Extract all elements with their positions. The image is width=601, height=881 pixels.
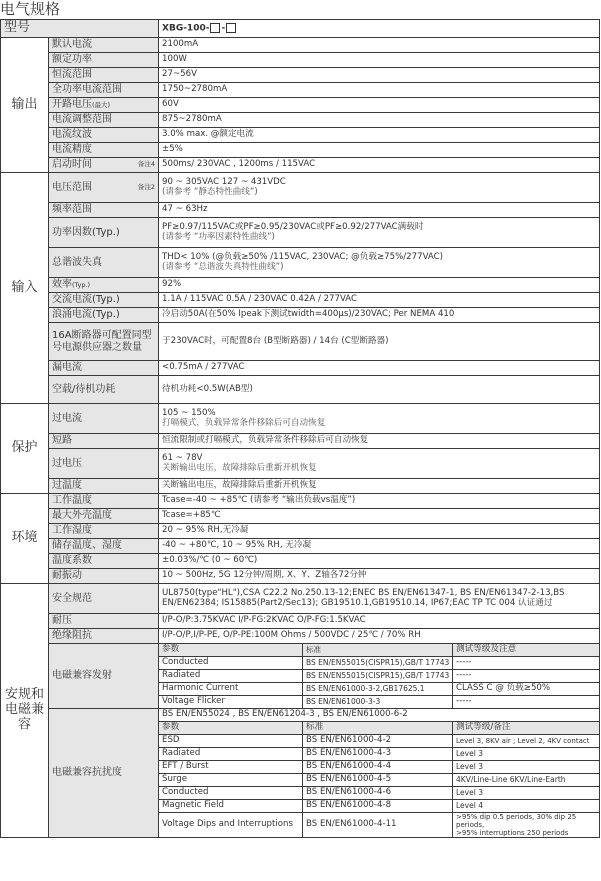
output-row (1, 98, 600, 113)
output-row-label (49, 128, 159, 143)
input-row-value (159, 361, 600, 376)
row-label-text: 空载/待机功耗 (52, 383, 116, 395)
ems-cell (453, 787, 600, 800)
emi-header-cell (159, 644, 303, 657)
safety-row (1, 614, 600, 629)
emi-cell-text: 标准 (306, 644, 322, 654)
row-label-text: 工作湿度 (52, 525, 92, 537)
ems-cell (159, 748, 303, 761)
input-section-text: 输入 (11, 279, 38, 295)
environment-row (1, 539, 600, 554)
row-value-text: 10 ~ 500Hz, 5G 12分钟/周期, X、Y、Z轴各72分钟 (162, 570, 367, 581)
input-row (1, 278, 600, 293)
output-row-value (159, 158, 600, 173)
safety-row (1, 629, 600, 644)
row-value-text: 90 ~ 305VAC 127 ~ 431VDC (162, 176, 286, 187)
input-row (1, 323, 600, 361)
emi-cell (159, 696, 303, 709)
output-row (1, 53, 600, 68)
ems-cell-text: Level 3 (456, 748, 483, 758)
ems-cell-text: BS EN/EN61000-4-8 (306, 800, 392, 811)
output-row-label (49, 158, 159, 173)
output-row-label (49, 68, 159, 83)
model-code (159, 20, 600, 38)
output-section-label (1, 38, 49, 173)
emi-cell-text: Radiated (162, 670, 201, 681)
output-row (1, 113, 600, 128)
output-row (1, 143, 600, 158)
row-label-text: 浪涌电流(Typ.) (52, 309, 120, 321)
ems-cell (303, 774, 453, 787)
emi-cell (159, 670, 303, 683)
note-mark: 备注2 (137, 182, 156, 191)
emi-cell-text: Voltage Flicker (162, 696, 225, 707)
protection-row-label (49, 479, 159, 494)
ems-cell (453, 800, 600, 813)
row-value-text: Tcase=-40 ~ +85℃ (请参考 “输出负载vs温度”) (162, 495, 356, 506)
emi-cell-text: BS EN/EN61000-3-2,GB17625.1 (306, 683, 425, 693)
row-value-text: 恒流限制或打嗝模式，负载异常条件移除后可自动恢复 (162, 435, 369, 446)
emi-cell (303, 670, 453, 683)
model-label (1, 20, 159, 38)
row-value-text: <0.75mA / 277VAC (162, 362, 245, 373)
output-section-text: 输出 (11, 96, 38, 112)
ems-cell-text: Radiated (162, 748, 201, 759)
ems-cell (303, 748, 453, 761)
input-row (1, 248, 600, 278)
ems-label (49, 709, 159, 838)
ems-header-cell (159, 722, 303, 735)
input-row-label (49, 361, 159, 376)
environment-row-label (49, 539, 159, 554)
output-row-value (159, 53, 600, 68)
ems-standard-line (159, 709, 600, 722)
emi-label-text: 电磁兼容发射 (52, 670, 112, 682)
row-value-text-2: 关断输出电压，故障排除后重新开机恢复 (162, 462, 317, 473)
emi-cell (159, 657, 303, 670)
page-title: 电气规格 (0, 0, 61, 18)
ems-header-text: 标准 (306, 722, 324, 733)
emi-cell (159, 683, 303, 696)
ems-cell-text: Level 3 (456, 787, 483, 797)
ems-standard-text: BS EN/EN55024 , BS EN/EN61204-3 , BS EN/EN61000-6-2 (162, 709, 408, 720)
ems-cell (159, 800, 303, 813)
row-value-text: 100W (162, 54, 187, 65)
row-value-text: 60V (162, 99, 179, 110)
row-value-text: 500ms/ 230VAC , 1200ms / 115VAC (162, 159, 316, 170)
row-value-text-2: (请参考 “总谐波失真特性曲线”) (162, 261, 284, 272)
row-value-text: UL8750(type"HL"),CSA C22.2 No.250.13-12;ENEC BS EN/EN61347-1, BS EN/EN61347-2-13,BS EN/EN62384; IS15885(Part2/Sec13); GB19510.1,GB19510.14, IP67;EAC TP TC 004 认证通过 (162, 587, 565, 608)
output-row-label (49, 98, 159, 113)
environment-row-label (49, 524, 159, 539)
row-value-text: 92% (162, 279, 182, 290)
ems-cell (453, 761, 600, 774)
input-row-value (159, 308, 600, 323)
emi-cell (453, 696, 600, 709)
ems-cell-text: Level 4 (456, 800, 483, 810)
model-label-text: 型号 (4, 20, 31, 36)
ems-cell (453, 774, 600, 787)
safety-section-text: 安规和电磁兼容 (4, 687, 44, 733)
ems-cell-text: Level 3, 8KV air ; Level 2, 4KV contact (456, 736, 590, 745)
output-row (1, 68, 600, 83)
output-row-value (159, 68, 600, 83)
row-value-text: 105 ~ 150% (162, 407, 216, 418)
row-label-text: 电流精度 (52, 144, 92, 156)
input-row-value (159, 218, 600, 248)
output-row (1, 158, 600, 173)
ems-cell-text: Conducted (162, 787, 209, 798)
ems-header-cell (303, 722, 453, 735)
output-row (1, 83, 600, 98)
emi-cell-text: ----- (456, 696, 472, 707)
ems-cell (303, 787, 453, 800)
environment-row-value (159, 554, 600, 569)
input-row (1, 173, 600, 203)
input-row-label (49, 308, 159, 323)
ems-cell-text: BS EN/EN61000-4-3 (306, 748, 392, 759)
row-label-text: 安全规范 (52, 592, 92, 604)
row-value-text: ±0.03%/℃ (0 ~ 60℃) (162, 555, 258, 566)
ems-cell-text: Level 3 (456, 761, 483, 771)
emi-cell (453, 657, 600, 670)
ems-cell-text: Surge (162, 774, 188, 785)
ems-standard-row (1, 709, 600, 722)
protection-row-label (49, 449, 159, 479)
ems-cell (159, 735, 303, 748)
environment-row-value (159, 569, 600, 584)
emi-cell-text: Conducted (162, 657, 209, 668)
input-row-label (49, 218, 159, 248)
row-label-small: (Typ.) (72, 281, 91, 290)
row-label-text: 过温度 (52, 480, 82, 492)
row-label-text: 过电压 (52, 457, 82, 469)
input-row-value (159, 376, 600, 404)
safety-row-label (49, 584, 159, 614)
ems-cell-text: BS EN/EN61000-4-6 (306, 787, 392, 798)
row-value-text: 关断输出电压，故障排除后重新开机恢复 (162, 480, 317, 491)
environment-row-value (159, 494, 600, 509)
safety-row-value (159, 629, 600, 644)
ems-cell (453, 735, 600, 748)
environment-row (1, 509, 600, 524)
emi-cell-text: 测试等级及注意 (456, 644, 517, 655)
row-value-text: -40 ~ +80℃, 10 ~ 95% RH, 无冷凝 (162, 540, 312, 551)
environment-row-label (49, 494, 159, 509)
input-row-value (159, 203, 600, 218)
output-row-label (49, 83, 159, 98)
ems-label-text: 电磁兼容抗扰度 (52, 767, 122, 779)
model-row (1, 20, 600, 38)
row-label-text: 开路电压 (52, 99, 92, 111)
ems-header-text: 测试等级/备注 (456, 722, 511, 733)
spec-table (0, 19, 600, 838)
output-row-value (159, 38, 600, 53)
protection-row-value (159, 404, 600, 434)
environment-row (1, 524, 600, 539)
emi-cell-text: Harmonic Current (162, 683, 239, 694)
row-label-text: 漏电流 (52, 362, 82, 374)
input-row-label (49, 376, 159, 404)
safety-section-label (1, 584, 49, 838)
output-row (1, 38, 600, 53)
emi-label (49, 644, 159, 709)
protection-row-value (159, 449, 600, 479)
ems-cell (303, 761, 453, 774)
input-row-label (49, 248, 159, 278)
row-label-text: 16A断路器可配置同型号电源供应器之数量 (52, 330, 152, 353)
input-row (1, 361, 600, 376)
row-label-text: 电流纹波 (52, 129, 92, 141)
protection-section-text: 保护 (11, 440, 38, 456)
emi-cell (303, 657, 453, 670)
input-row (1, 218, 600, 248)
row-label-text: 最大外壳温度 (52, 510, 112, 522)
input-row (1, 293, 600, 308)
ems-cell-text: BS EN/EN61000-4-4 (306, 761, 392, 772)
row-label-text: 恒流范围 (52, 69, 92, 81)
environment-section-label (1, 494, 49, 584)
input-row-value (159, 293, 600, 308)
model-code-sep: - (221, 23, 226, 34)
ems-cell-text: Voltage Dips and Interruptions (162, 819, 293, 830)
input-row-label (49, 293, 159, 308)
ems-header-text: 参数 (162, 722, 180, 733)
input-row (1, 376, 600, 404)
safety-row (1, 584, 600, 614)
protection-row (1, 434, 600, 449)
row-label-text: 全功率电流范围 (52, 84, 122, 96)
ems-cell-text: BS EN/EN61000-4-11 (306, 819, 397, 830)
row-label-text: 电流调整范围 (52, 114, 112, 126)
row-value-text: I/P-O/P,I/P-PE, O/P-PE:100M Ohms / 500VDC / 25℃ / 70% RH (162, 630, 421, 641)
row-label-text: 过电流 (52, 412, 82, 424)
emi-cell-text: BS EN/EN55015(CISPR15),GB/T 17743 (306, 657, 450, 667)
emi-cell-text: BS EN/EN55015(CISPR15),GB/T 17743 (306, 670, 450, 680)
row-label-text: 温度系数 (52, 555, 92, 567)
environment-row (1, 569, 600, 584)
safety-row-label (49, 614, 159, 629)
row-value-text: 3.0% max. @额定电流 (162, 129, 254, 140)
ems-cell (159, 774, 303, 787)
row-label-text: 短路 (52, 435, 72, 447)
protection-row-label (49, 434, 159, 449)
environment-row-label (49, 509, 159, 524)
row-value-text: ±5% (162, 144, 183, 155)
emi-cell (303, 683, 453, 696)
output-row-value (159, 113, 600, 128)
row-value-text: I/P-O/P:3.75KVAC I/P-FG:2KVAC O/P-FG:1.5KVAC (162, 615, 366, 626)
emi-cell (453, 683, 600, 696)
safety-row-value (159, 614, 600, 629)
protection-row-value (159, 434, 600, 449)
ems-cell (453, 748, 600, 761)
output-row-label (49, 143, 159, 158)
row-value-text: 875~2780mA (162, 114, 222, 125)
row-value-text: 27~56V (162, 69, 197, 80)
row-value-text: 2100mA (162, 39, 199, 50)
row-label-text: 工作温度 (52, 495, 92, 507)
row-value-text-2: 打嗝模式，负载异常条件移除后可自动恢复 (162, 417, 326, 428)
row-value-text: 于230VAC时，可配置8台 (B型断路器) / 14台 (C型断路器) (162, 335, 389, 346)
output-row-value (159, 143, 600, 158)
ems-cell (303, 735, 453, 748)
input-row (1, 308, 600, 323)
row-label-text: 总谐波失真 (52, 256, 102, 268)
row-label-text: 额定功率 (52, 54, 92, 66)
row-label-text: 效率 (52, 279, 72, 291)
emi-row (1, 644, 600, 657)
row-label-text: 储存温度、湿度 (52, 540, 122, 552)
protection-row-value (159, 479, 600, 494)
environment-row-label (49, 554, 159, 569)
output-row (1, 128, 600, 143)
input-row-label (49, 323, 159, 361)
ems-cell-text: BS EN/EN61000-4-2 (306, 735, 392, 746)
ems-cell (159, 813, 303, 838)
ems-cell-text: ESD (162, 735, 180, 746)
emi-cell (453, 670, 600, 683)
model-option-box (226, 23, 236, 33)
row-label-text: 电压范围 (52, 181, 92, 193)
row-label-text: 耐压 (52, 615, 72, 627)
row-label-text: 交流电流(Typ.) (52, 294, 120, 306)
ems-cell-text: >95% dip 0.5 periods, 30% dip 25 periods, >95% interruptions 250 periods (456, 813, 577, 838)
safety-row-value (159, 584, 600, 614)
environment-row-value (159, 524, 600, 539)
output-row-value (159, 128, 600, 143)
ems-cell (159, 787, 303, 800)
protection-row (1, 479, 600, 494)
row-label-text: 启动时间 (52, 159, 92, 171)
row-value-text: 1.1A / 115VAC 0.5A / 230VAC 0.42A / 277VAC (162, 294, 358, 305)
environment-row-label (49, 569, 159, 584)
ems-header-cell (453, 722, 600, 735)
output-row-label (49, 38, 159, 53)
output-row-value (159, 98, 600, 113)
ems-cell-text: 4KV/Line-Line 6KV/Line-Earth (456, 774, 566, 784)
emi-cell-text: BS EN/EN61000-3-3 (306, 696, 381, 706)
protection-section-label (1, 404, 49, 494)
row-value-text: 20 ~ 95% RH,无冷凝 (162, 525, 249, 536)
output-row-value (159, 83, 600, 98)
emi-cell-text: 参数 (162, 644, 180, 655)
input-row-value (159, 323, 600, 361)
row-value-text: THD< 10% (@负载≥50% /115VAC, 230VAC; @负载≥75%/277VAC) (162, 251, 443, 262)
note-mark: 备注4 (137, 160, 156, 169)
environment-row-value (159, 539, 600, 554)
protection-row (1, 404, 600, 434)
row-value-text: PF≥0.97/115VAC或PF≥0.95/230VAC或PF≥0.92/277VAC满载时 (162, 221, 424, 232)
row-value-text: 冷启动50A(在50% Ipeak下测试twidth=400μs)/230VAC; Per NEMA 410 (162, 309, 455, 320)
ems-cell-text: BS EN/EN61000-4-5 (306, 774, 392, 785)
row-label-small: (最大) (92, 101, 111, 110)
emi-cell-text: CLASS C @ 负载≥50% (456, 683, 551, 694)
environment-row-value (159, 509, 600, 524)
ems-cell (453, 813, 600, 838)
input-section-label (1, 173, 49, 404)
input-row-label (49, 203, 159, 218)
row-value-text: Tcase=+85℃ (162, 510, 221, 521)
row-value-text: 待机功耗<0.5W(AB型) (162, 383, 253, 394)
output-row-label (49, 113, 159, 128)
emi-cell-text: ----- (456, 657, 472, 668)
safety-row-label (49, 629, 159, 644)
model-code-prefix: XBG-100- (162, 23, 210, 34)
protection-row-label (49, 404, 159, 434)
ems-cell (303, 813, 453, 838)
emi-header-cell (303, 644, 453, 657)
output-row-label (49, 53, 159, 68)
row-value-text: 61 ~ 78V (162, 452, 203, 463)
input-row-label (49, 278, 159, 293)
emi-cell (303, 696, 453, 709)
ems-cell-text: Magnetic Field (162, 800, 224, 811)
row-label-text: 绝缘阻抗 (52, 630, 92, 642)
emi-header-cell (453, 644, 600, 657)
row-label-text: 耐振动 (52, 570, 82, 582)
ems-cell (159, 761, 303, 774)
input-row-value (159, 278, 600, 293)
environment-row (1, 554, 600, 569)
environment-section-text: 环境 (11, 530, 38, 546)
row-value-text-2: (请参考 “功率因素特性曲线”) (162, 231, 275, 242)
emi-cell-text: ----- (456, 670, 472, 681)
row-value-text: 47 ~ 63Hz (162, 204, 208, 215)
row-label-text: 默认电流 (52, 39, 92, 51)
input-row-label (49, 173, 159, 203)
input-row (1, 203, 600, 218)
environment-row (1, 494, 600, 509)
row-label-text: 功率因数(Typ.) (52, 226, 120, 238)
row-value-text-2: (请参考 “静态特性曲线”) (162, 186, 258, 197)
row-value-text: 1750~2780mA (162, 84, 228, 95)
ems-cell (303, 800, 453, 813)
model-option-box (210, 23, 220, 33)
ems-cell-text: EFT / Burst (162, 761, 209, 772)
protection-row (1, 449, 600, 479)
input-row-value (159, 248, 600, 278)
input-row-value (159, 173, 600, 203)
row-label-text: 频率范围 (52, 204, 92, 216)
